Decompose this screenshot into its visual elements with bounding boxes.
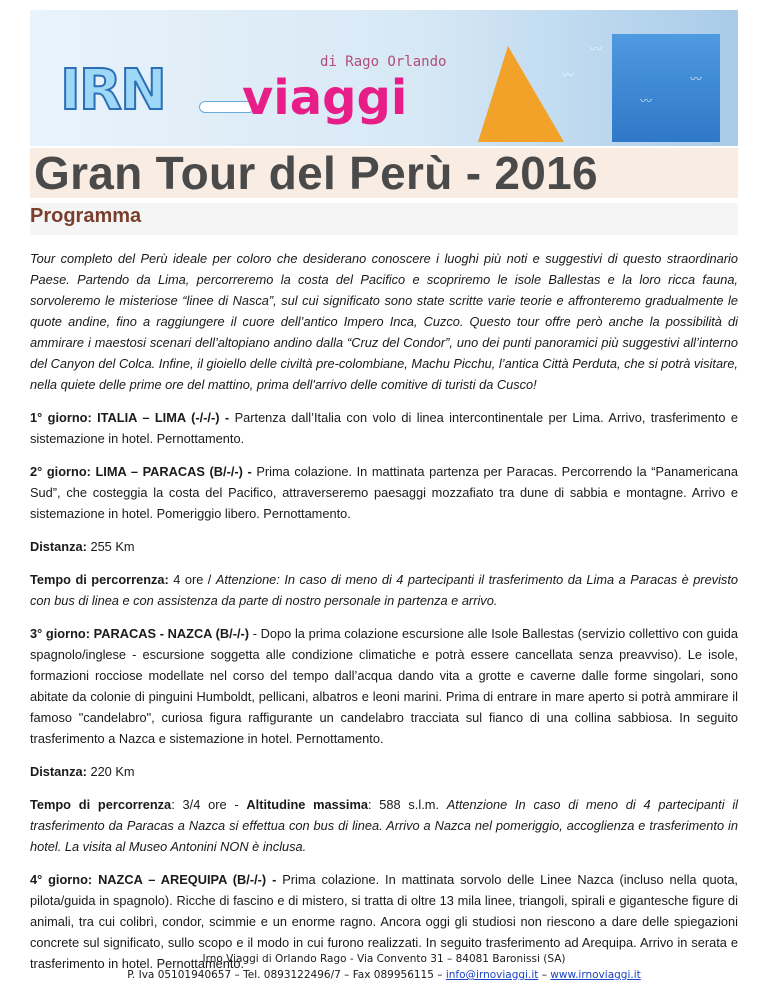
logo-subtitle: di Rago Orlando: [320, 54, 447, 70]
distance-label: Distanza:: [30, 764, 87, 779]
day-3: [30, 623, 738, 749]
footer-vat-phone: P. Iva 05101940657 – Tel. 0893122496/7 – Fax 089956115 –: [127, 969, 446, 981]
day-heading: 4° giorno: NAZCA – AREQUIPA (B/-/-) -: [30, 872, 283, 887]
section-heading-band: [30, 203, 738, 235]
distance-value: 255 Km: [86, 539, 135, 554]
footer-separator: –: [538, 969, 551, 981]
day-heading: 3° giorno: PARACAS - NAZCA (B/-/-): [30, 626, 250, 641]
sail-graphic: [478, 46, 564, 142]
travel-time-label: Tempo di percorrenza: [30, 797, 172, 812]
footer-contacts: [0, 967, 768, 983]
distance-line: [30, 761, 738, 782]
intro-paragraph: Tour completo del Perù ideale per coloro che desiderano conoscere i luoghi più noti e suggestivi di questo straordinario Paese. Partendo da Lima, percorreremo la costa del Pacifico e scopriremo le isole Ballestas e la loro ricca fauna, sorvoleremo le misteriose “linee di Nasca”, sul cui significato sono state scritte varie teorie e affronteremo gradualmente le quote andine, fino a raggiungere il cuore dell’antico Impero Inca, Cuzco. Questo tour offre però anche la possibilità di ammirare i maestosi scenari dell’altopiano andino dalla “Cruz del Condor”, uno dei punti panoramici più suggestivi all’interno del Canyon del Colca. Infine, il gioiello delle civiltà pre-colombiane, Machu Picchu, l’antica Città Perduta, che si potrà visitare, nella quiete delle prime ore del mattino, prima dell'arrivo delle comitive di turisti da Cusco!: [30, 251, 738, 392]
seagull-icon: 〰: [562, 68, 575, 82]
header-banner: [30, 10, 738, 146]
website-link[interactable]: www.irnoviaggi.it: [550, 969, 641, 981]
page-footer: [0, 951, 768, 983]
distance-value: 220 Km: [86, 764, 135, 779]
footer-address: Irno Viaggi di Orlando Rago - Via Convento 31 – 84081 Baronissi (SA): [202, 953, 566, 965]
section-heading: Programma: [30, 205, 142, 227]
travel-time-line: [30, 569, 738, 611]
logo-wordmark: IRN: [60, 58, 165, 123]
seagull-icon: 〰: [590, 42, 603, 56]
day-heading: 2° giorno: LIMA – PARACAS (B/-/-) -: [30, 464, 257, 479]
note-text: Attenzione: In caso di meno di 4 partecipanti il trasferimento da Lima a Paracas è previsto con bus di linea e con assistenza da parte di nostro personale in partenza e arrivo.: [30, 572, 738, 608]
note-text: Attenzione In caso di meno di 4 partecipanti il trasferimento da Paracas a Nazca si effettua con bus di linea. Arrivo a Nazca nel pomeriggio, accoglienza e trasferimento in hotel. La visita al Museo Antonini NON è inclusa.: [30, 797, 739, 854]
altitude-label: Altitudine massima: [246, 797, 368, 812]
travel-time-value: 4 ore /: [168, 572, 216, 587]
day-1: [30, 407, 738, 449]
document-body: [30, 248, 738, 986]
seagull-icon: 〰: [690, 72, 703, 86]
email-link[interactable]: info@irnoviaggi.it: [445, 969, 539, 981]
page-title: Gran Tour del Perù - 2016: [34, 147, 598, 199]
travel-time-line: [30, 794, 738, 857]
day-text: Partenza dall’Italia con volo di linea intercontinentale per Lima. Arrivo, trasferimento e sistemazione in hotel. Pernottamento.: [30, 410, 739, 446]
day-text: Prima colazione. In mattinata partenza per Paracas. Percorrendo la “Panamericana Sud”, che costeggia la costa del Pacifico, attraverseremo paesaggi mozzafiato tra dune di sabbia e montagne. Arrivo e sistemazione in hotel. Pomeriggio libero. Pernottamento.: [30, 464, 738, 521]
seagull-icon: 〰: [640, 94, 653, 108]
day-2: [30, 461, 738, 524]
day-text: Prima colazione. In mattinata sorvolo delle Linee Nazca (incluso nella quota, pilota/guida in spagnolo). Ricche di fascino e di mistero, si tratta di oltre 13 mila linee, triangoli, spirali e gigantesche figure di animali, tra cui colibrì, condor, scimmie e un enorme ragno. Ancora oggi gli studiosi non riescono a dare delle spiegazioni concrete sul significato, sullo scopo e il modo in cui furono realizzati. In seguito trasferimento ad Arequipa. Arrivo in serata e trasferimento in hotel. Pernottamento.: [30, 872, 738, 971]
distance-label: Distanza:: [30, 539, 87, 554]
logo-wordmark-viaggi: viaggi: [242, 70, 408, 126]
day-text: - Dopo la prima colazione escursione alle Isole Ballestas (servizio collettivo con guida spagnolo/inglese - escursione soggetta alle condizione climatiche e potrà essere cancellata senza preavviso). Le isole, formazioni rocciose modellate nel corso del tempo dall’acqua dando vita a grotte e caverne dalle forme singolari, sono abitate da colonie di pinguini Humboldt, pellicani, albatros e leoni marini. Prima di entrare in mare aperto si potrà ammirare il famoso "candelabro", curiosa figura raffigurante un candelabro tracciata sul fianco di una collina sabbiosa. In seguito trasferimento a Nazca e sistemazione in hotel. Pernottamento.: [30, 626, 739, 746]
day-heading: 1° giorno: ITALIA – LIMA (-/-/-) -: [30, 410, 235, 425]
sky-photo: [612, 34, 720, 142]
travel-time-label: Tempo di percorrenza:: [30, 572, 169, 587]
distance-line: [30, 536, 738, 557]
travel-time-value: : 3/4 ore -: [171, 797, 247, 812]
altitude-value: : 588 s.l.m.: [367, 797, 447, 812]
